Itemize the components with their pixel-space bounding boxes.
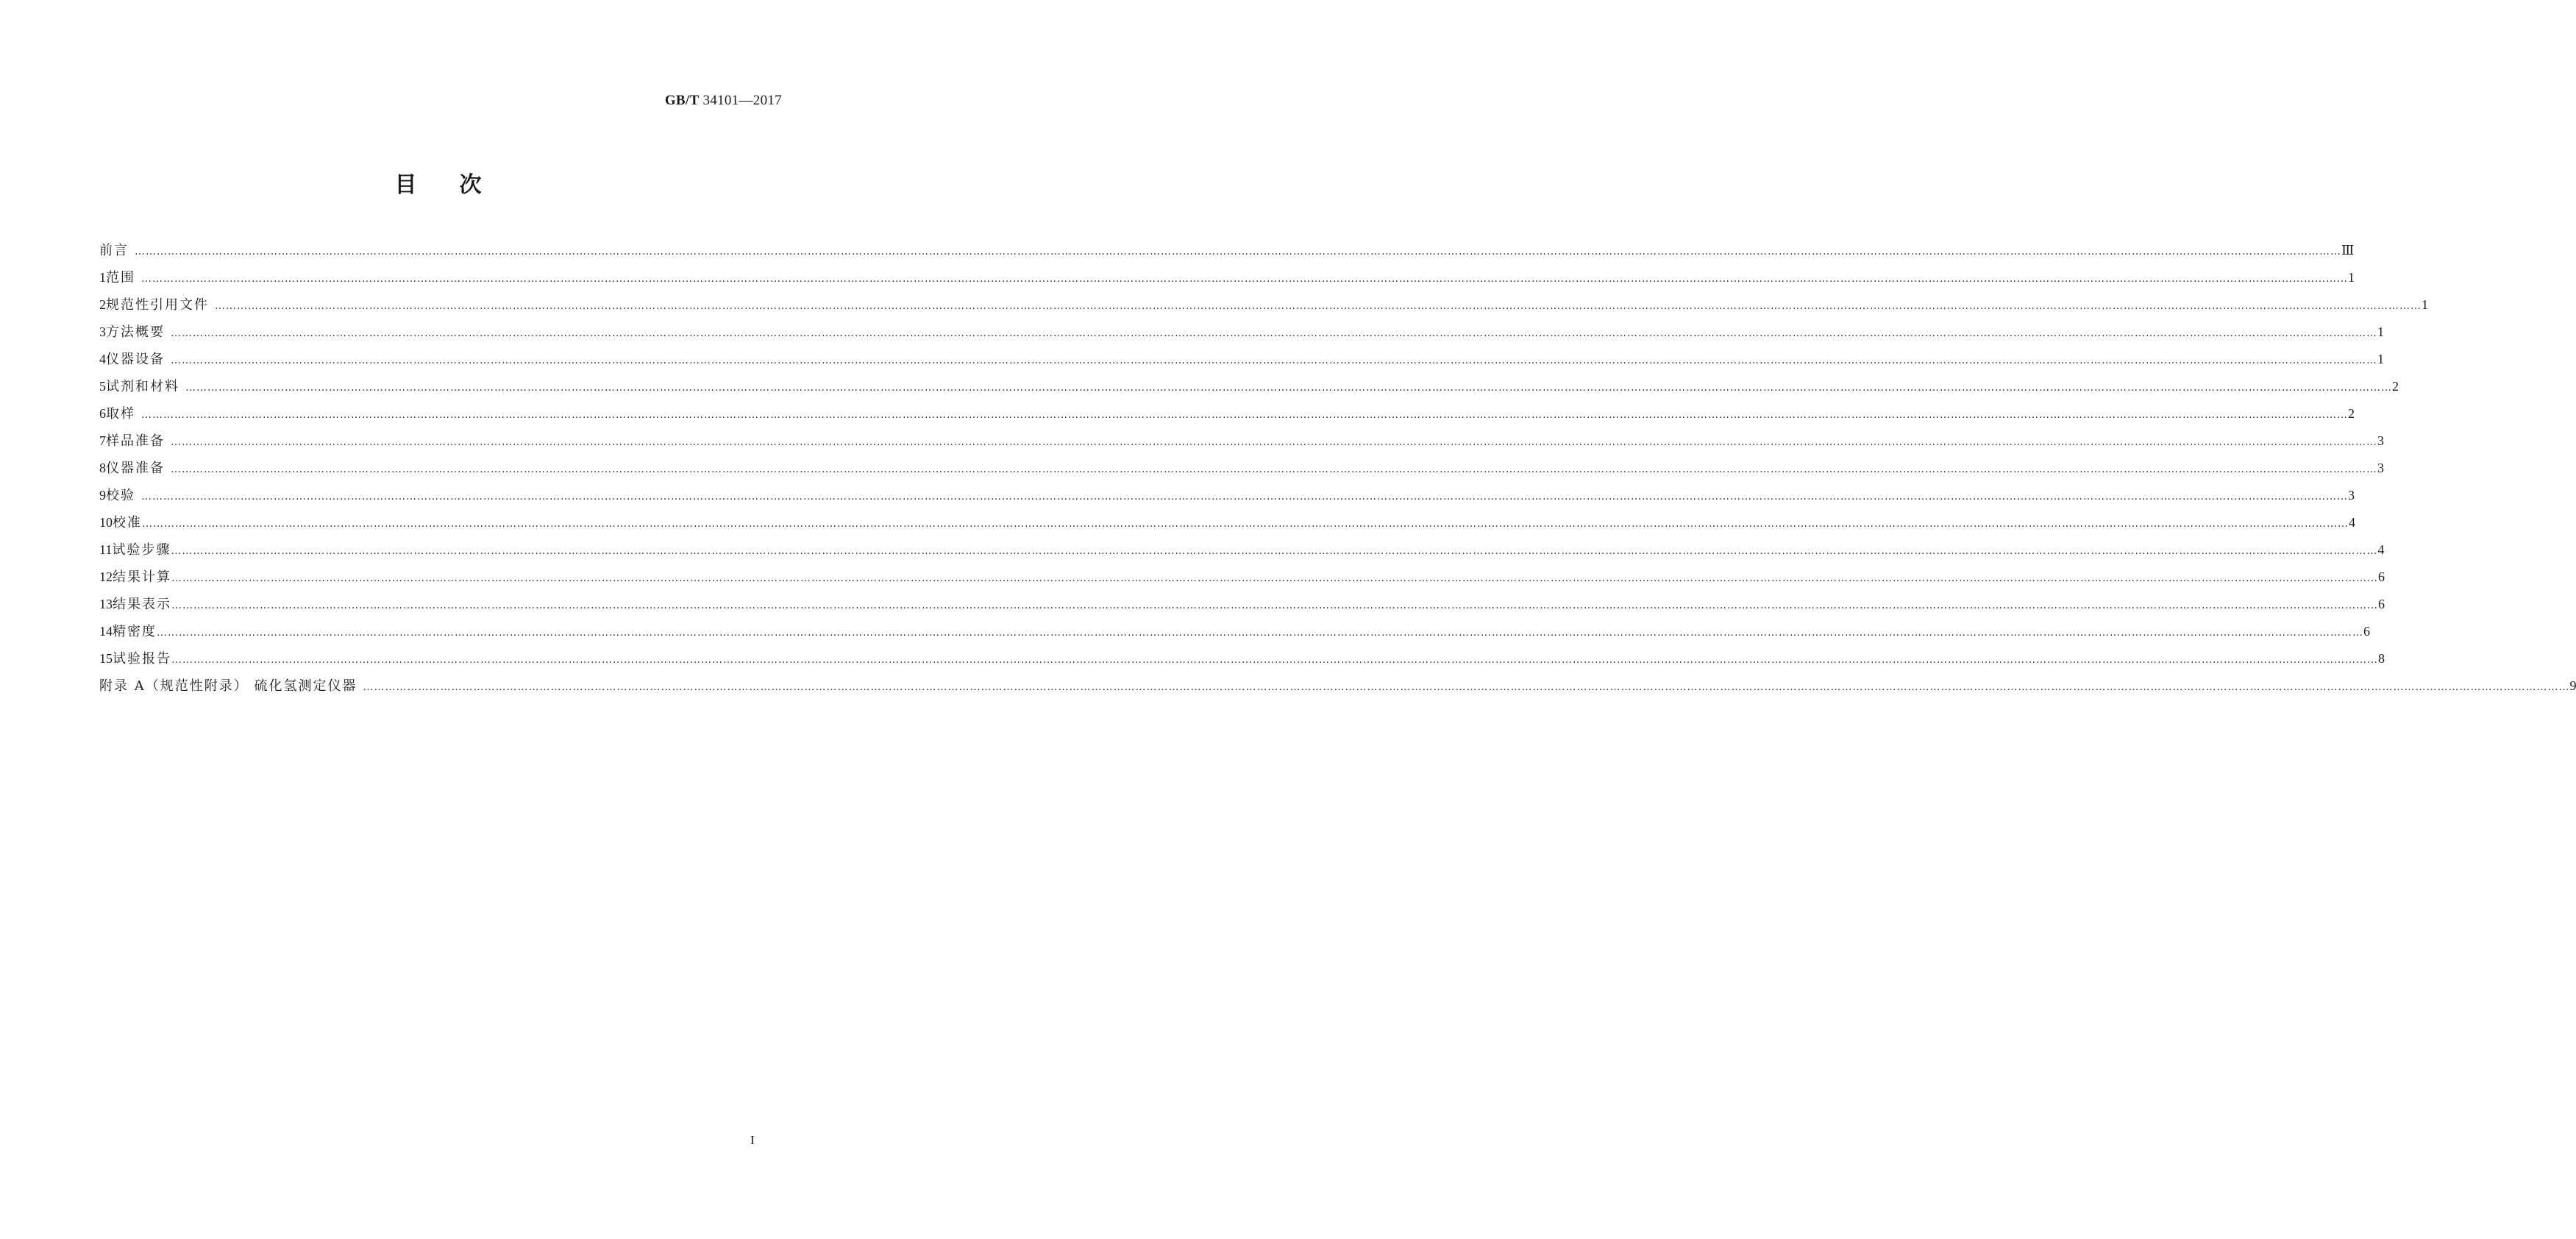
toc-entry-number: 5: [99, 379, 106, 394]
toc-entry-number: 12: [99, 569, 113, 584]
toc-entry[interactable]: [99, 294, 2428, 322]
toc-entry-label: 范围: [106, 270, 135, 285]
toc-entry-page: 3: [2348, 488, 2355, 503]
toc-entry-page: 9: [2569, 678, 2576, 693]
toc-entry-page: 4: [2377, 542, 2385, 557]
toc-entry[interactable]: [99, 349, 2384, 376]
toc-dot-leader: ……………………………………………………………………………………………………………………………………………………………………………………………………………………………………………………………………………………………………………………………………………………………………………………………………………………………………………………………………………………………………………………………………………………: [141, 409, 2348, 421]
toc-entry-page: 1: [2377, 324, 2384, 339]
toc-entry-number: 7: [99, 433, 106, 448]
toc-entry-label: 校验: [106, 488, 135, 503]
toc-entry-label: 仪器准备: [106, 461, 165, 476]
toc-entry-number: 6: [99, 406, 106, 421]
standard-code-number: 34101—2017: [699, 93, 782, 108]
toc-dot-leader: ……………………………………………………………………………………………………………………………………………………………………………………………………………………………………………………………………………………………………………………………………………………………………………………………………………………………………………………………………………………………………………………………………………………: [171, 327, 2377, 339]
toc-entry-page: 2: [2348, 406, 2355, 421]
toc-entry-number: 9: [99, 488, 106, 503]
toc-entry-number: 8: [99, 461, 106, 475]
toc-dot-leader: ……………………………………………………………………………………………………………………………………………………………………………………………………………………………………………………………………………………………………………………………………………………………………………………………………………………………………………………………………………………………………………………………………………………: [363, 681, 2570, 693]
page-title: 目次: [394, 172, 524, 198]
standard-code-prefix: GB/T: [664, 93, 700, 108]
toc-entry-label: 前言: [99, 243, 129, 258]
toc-dot-leader: ……………………………………………………………………………………………………………………………………………………………………………………………………………………………………………………………………………………………………………………………………………………………………………………………………………………………………………………………………………………………………………………………………………………: [142, 518, 2349, 530]
toc-entry-page: 1: [2348, 270, 2355, 285]
toc-entry[interactable]: [99, 567, 2385, 594]
toc-entry-label: 试验步骤: [112, 542, 171, 558]
toc-entry-number: 13: [99, 597, 113, 611]
toc-entry-number: 11: [99, 542, 113, 557]
toc-entry-number: 14: [99, 624, 113, 639]
toc-entry-number: 1: [99, 270, 106, 285]
toc-entry[interactable]: [99, 240, 2355, 267]
toc-entry-page: 8: [2378, 651, 2385, 666]
toc-dot-leader: ……………………………………………………………………………………………………………………………………………………………………………………………………………………………………………………………………………………………………………………………………………………………………………………………………………………………………………………………………………………………………………………………………………………: [171, 600, 2378, 611]
toc-entry-label: 方法概要: [106, 324, 165, 340]
toc-entry-label: 取样: [106, 406, 135, 422]
toc-entry[interactable]: [99, 376, 2399, 403]
toc-entry-label: 试验报告: [113, 651, 171, 667]
toc-entry-label: 附录 A（规范性附录） 硫化氢测定仪器: [99, 678, 357, 694]
toc-entry[interactable]: [99, 322, 2384, 349]
toc-entry-page: Ⅲ: [2341, 243, 2355, 258]
standard-code: [665, 93, 782, 109]
toc-entry-label: 样品准备: [106, 433, 165, 449]
toc-entry[interactable]: [99, 458, 2384, 485]
toc-dot-leader: ……………………………………………………………………………………………………………………………………………………………………………………………………………………………………………………………………………………………………………………………………………………………………………………………………………………………………………………………………………………………………………………………………………………: [171, 355, 2377, 366]
toc-entry-label: 结果计算: [113, 569, 171, 585]
toc-entry-page: 3: [2377, 433, 2384, 448]
toc-entry-label: 精密度: [113, 624, 157, 639]
toc-dot-leader: ……………………………………………………………………………………………………………………………………………………………………………………………………………………………………………………………………………………………………………………………………………………………………………………………………………………………………………………………………………………………………………………………………………………: [171, 464, 2377, 475]
toc-entry-number: 4: [99, 352, 106, 366]
toc-dot-leader: ……………………………………………………………………………………………………………………………………………………………………………………………………………………………………………………………………………………………………………………………………………………………………………………………………………………………………………………………………………………………………………………………………………………: [141, 273, 2348, 285]
toc-dot-leader: ……………………………………………………………………………………………………………………………………………………………………………………………………………………………………………………………………………………………………………………………………………………………………………………………………………………………………………………………………………………………………………………………………………………: [141, 491, 2348, 503]
toc-entry-page: 4: [2349, 515, 2355, 530]
toc-dot-leader: ……………………………………………………………………………………………………………………………………………………………………………………………………………………………………………………………………………………………………………………………………………………………………………………………………………………………………………………………………………………………………………………………………………………: [157, 627, 2363, 639]
toc-entry[interactable]: [99, 621, 2370, 648]
toc-entry[interactable]: [99, 430, 2384, 458]
toc-entry[interactable]: [99, 648, 2385, 675]
table-of-contents: [99, 240, 2576, 703]
page-number: I: [750, 1133, 755, 1147]
toc-entry-number: 10: [99, 515, 113, 530]
toc-entry-number: 15: [99, 651, 113, 666]
toc-entry-label: 规范性引用文件: [106, 297, 209, 313]
toc-dot-leader: ……………………………………………………………………………………………………………………………………………………………………………………………………………………………………………………………………………………………………………………………………………………………………………………………………………………………………………………………………………………………………………………………………………………: [135, 246, 2341, 258]
toc-entry-page: 6: [2363, 624, 2370, 639]
toc-dot-leader: ……………………………………………………………………………………………………………………………………………………………………………………………………………………………………………………………………………………………………………………………………………………………………………………………………………………………………………………………………………………………………………………………………………………: [171, 654, 2378, 666]
toc-entry[interactable]: [99, 675, 2576, 703]
toc-dot-leader: ……………………………………………………………………………………………………………………………………………………………………………………………………………………………………………………………………………………………………………………………………………………………………………………………………………………………………………………………………………………………………………………………………………………: [171, 436, 2377, 448]
toc-entry-number: 2: [99, 297, 106, 312]
toc-entry-label: 结果表示: [113, 597, 171, 612]
toc-entry[interactable]: [99, 594, 2385, 621]
toc-dot-leader: ……………………………………………………………………………………………………………………………………………………………………………………………………………………………………………………………………………………………………………………………………………………………………………………………………………………………………………………………………………………………………………………………………………………: [185, 382, 2392, 394]
toc-entry-label: 校准: [113, 515, 142, 530]
toc-dot-leader: ……………………………………………………………………………………………………………………………………………………………………………………………………………………………………………………………………………………………………………………………………………………………………………………………………………………………………………………………………………………………………………………………………………………: [215, 300, 2422, 312]
toc-entry[interactable]: [99, 267, 2355, 294]
toc-entry[interactable]: [99, 512, 2355, 539]
toc-entry-page: 3: [2377, 461, 2384, 475]
toc-dot-leader: ……………………………………………………………………………………………………………………………………………………………………………………………………………………………………………………………………………………………………………………………………………………………………………………………………………………………………………………………………………………………………………………………………………………: [171, 572, 2378, 584]
toc-entry-page: 2: [2392, 379, 2399, 394]
toc-entry-page: 6: [2378, 569, 2385, 584]
toc-entry[interactable]: [99, 539, 2385, 567]
toc-entry-number: 3: [99, 324, 106, 339]
toc-entry[interactable]: [99, 403, 2355, 430]
toc-dot-leader: ……………………………………………………………………………………………………………………………………………………………………………………………………………………………………………………………………………………………………………………………………………………………………………………………………………………………………………………………………………………………………………………………………………………: [171, 545, 2378, 557]
toc-entry-page: 6: [2378, 597, 2385, 611]
toc-entry-label: 仪器设备: [106, 352, 165, 367]
toc-entry-page: 1: [2377, 352, 2384, 366]
toc-entry-page: 1: [2422, 297, 2428, 312]
toc-entry-label: 试剂和材料: [106, 379, 179, 394]
toc-entry[interactable]: [99, 485, 2355, 512]
